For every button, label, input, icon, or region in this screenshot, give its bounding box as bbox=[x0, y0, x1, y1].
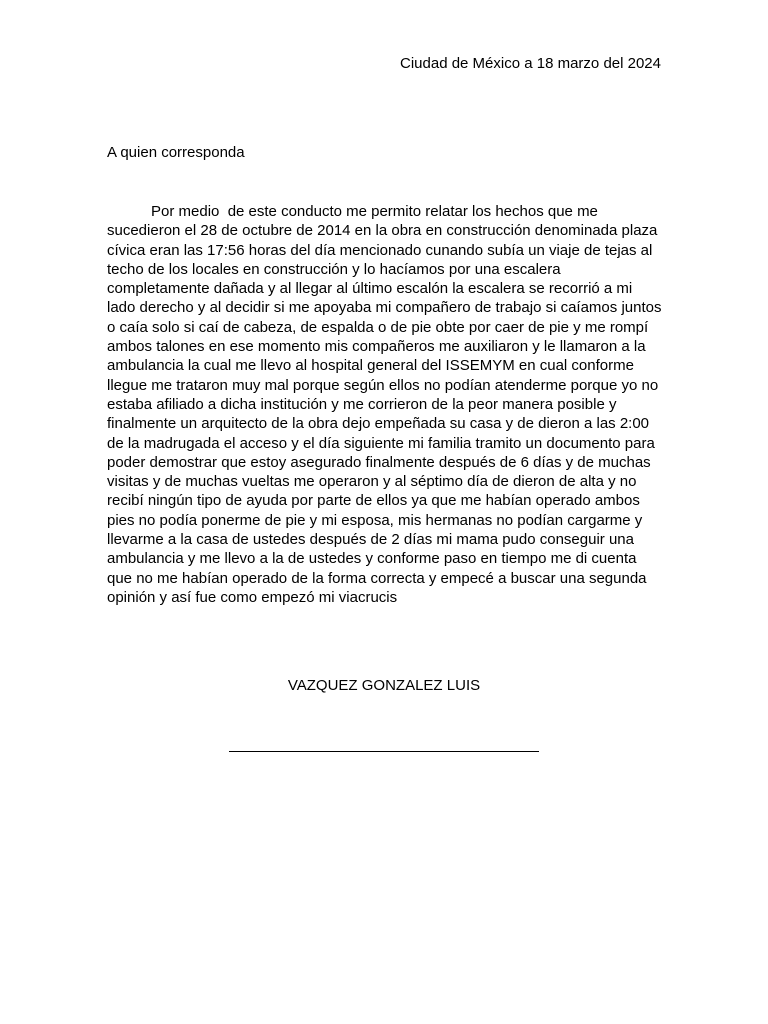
place-date: Ciudad de México a 18 marzo del 2024 bbox=[400, 55, 661, 72]
salutation: A quien corresponda bbox=[107, 144, 245, 161]
letter-body: Por medio de este conducto me permito relatar los hechos que me sucedieron el 28 de octubre de 2014 en la obra en construcción denominada plaza cívica eran las 17:56 horas del día mencionado cunando subía un viaje de tejas al techo de los locales en construcción y lo hacíamos por una escalera completamente dañada y al llegar al último escalón la escalera se recorrió a mi lado derecho y al decidir si me apoyaba mi compañero de trabajo si caíamos juntos o caía solo si caí de cabeza, de espalda o de pie obte por caer de pie y me rompí ambos talones en ese momento mis compañeros me auxiliaron y le llamaron a la ambulancia la cual me llevo al hospital general del ISSEMYM en cual conforme llegue me trataron muy mal porque según ellos no podían atenderme porque yo no estaba afiliado a dicha institución y me corrieron de la peor manera posible y finalmente un arquitecto de la obra dejo empeñada su casa y de dieron a las 2:00 de la madrugada el acceso y el día siguiente mi familia tramito un documento para poder demostrar que estoy asegurado finalmente después de 6 días y de muchas visitas y de muchas vueltas me operaron y al séptimo día de dieron de alta y no recibí ningún tipo de ayuda por parte de ellos ya que me habían operado ambos pies no podía ponerme de pie y mi esposa, mis hermanas no podían cargarme y llevarme a la casa de ustedes después de 2 días mi mama pudo conseguir una ambulancia y me llevo a la de ustedes y conforme paso en tiempo me di cuenta que no me habían operado de la forma correcta y empecé a buscar una segunda opinión y así fue como empezó mi viacrucis bbox=[107, 203, 666, 606]
signature-name: VAZQUEZ GONZALEZ LUIS bbox=[287, 677, 481, 694]
signature-line bbox=[229, 751, 539, 752]
